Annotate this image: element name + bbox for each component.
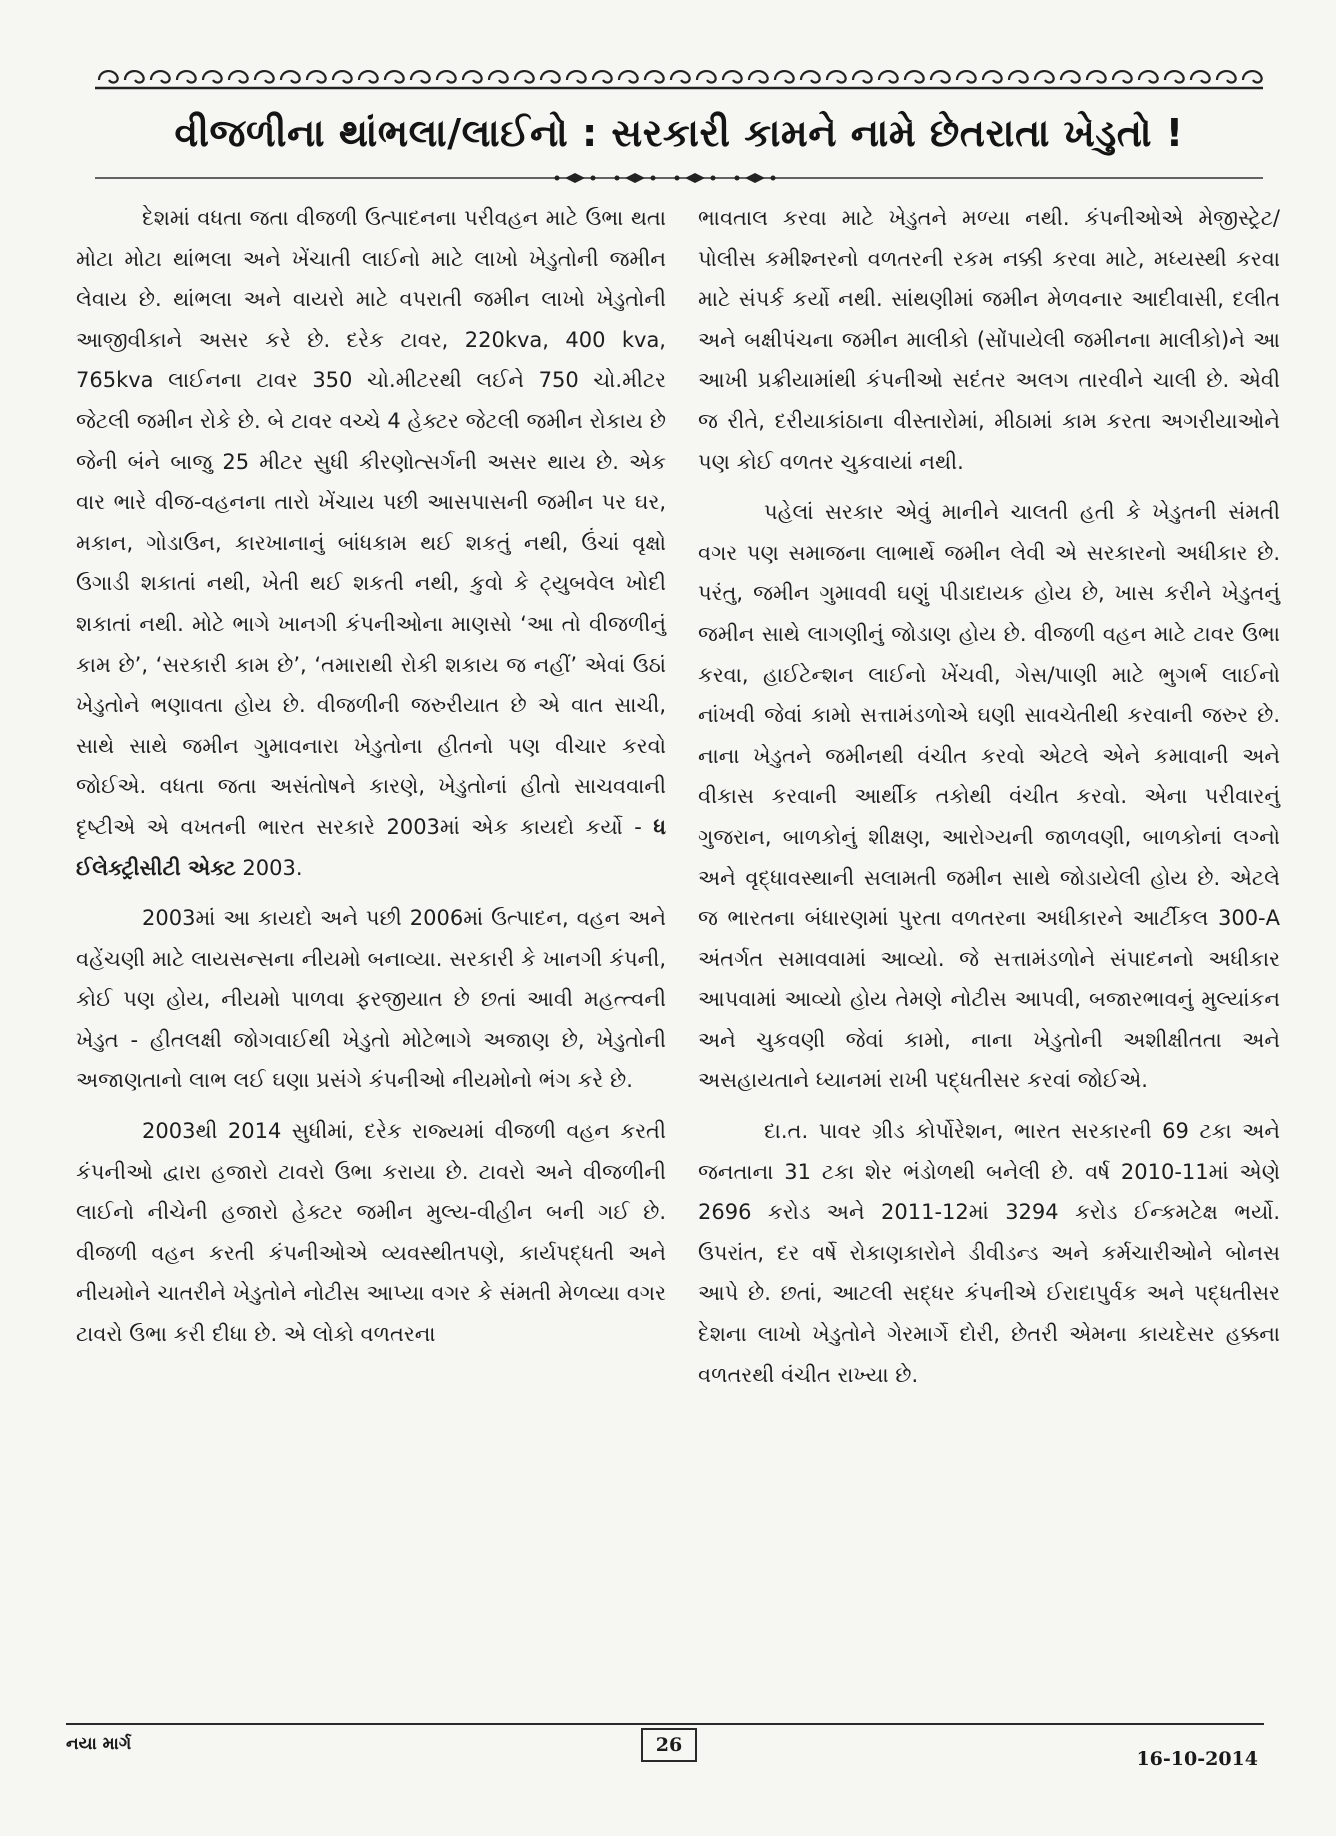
- paragraph: 2003થી 2014 સુધીમાં, દરેક રાજ્યમાં વીજળી વહન કરતી કંપનીઓ દ્વારા હજારો ટાવરો ઉભા કરાયા છે. ટાવરો અને વીજળીની લાઈનો નીચેની હજારો હેક્ટર જમીન મુલ્ય-વીહીન બની ગઈ છે. વીજળી વહન કરતી કંપનીઓએ વ્યવસ્થીતપણે, કાર્યપદ્ધતી અને નીયમોને ચાતરીને ખેડુતોને નોટીસ આપ્યા વગર કે સંમતી મેળવ્યા વગર ટાવરો ઉભા કરી દીધા છે. એ લોકો વળતરના: [76, 1119, 666, 1347]
- paragraph: ભાવતાલ કરવા માટે ખેડુતને મળ્યા નથી. કંપનીઓએ મેજીસ્ટ્રેટ/પોલીસ કમીશ્નરનો વળતરની રકમ નક્કી કરવા માટે, મધ્યસ્થી કરવા માટે સંપર્ક કર્યો નથી. સાંથણીમાં જમીન મેળવનાર આદીવાસી, દલીત અને બક્ષીપંચના જમીન માલીકો (સોંપાયેલી જમીનના માલીકો)ને આ આખી પ્રક્રીયામાંથી કંપનીઓ સદંતર અલગ તારવીને ચાલી છે. એવી જ રીતે, દરીયાકાંઠાના વીસ્તારોમાં, મીઠામાં કામ કરતા અગરીયાઓને પણ કોઈ વળતર ચુકવાયાં નથી.: [698, 206, 1280, 474]
- paragraph: 2003માં આ કાયદો અને પછી 2006માં ઉત્પાદન, વહન અને વહેંચણી માટે લાયસન્સના નીયમો બનાવ્યા. સરકારી કે ખાનગી કંપની, કોઈ પણ હોય, નીયમો પાળવા ફરજીયાત છે છતાં આવી મહત્ત્વની ખેડુત - હીતલક્ષી જોગવાઈથી ખેડુતો મોટેભાગે અજાણ છે, ખેડુતોની અજાણતાનો લાભ લઈ ઘણા પ્રસંગે કંપનીઓ નીયમોનો ભંગ કરે છે.: [76, 906, 666, 1093]
- decorative-scroll-border: [95, 58, 1263, 94]
- act-year: 2003.: [242, 855, 303, 880]
- publication-name: નયા માર્ગ: [66, 1734, 132, 1754]
- footer-divider: [66, 1723, 1264, 1725]
- paragraph: [76, 198, 666, 888]
- paragraph: પહેલાં સરકાર એવું માનીને ચાલતી હતી કે ખેડુતની સંમતી વગર પણ સમાજના લાભાર્થે જમીન લેવી એ સરકારનો અધીકાર છે. પરંતુ, જમીન ગુમાવવી ઘણું પીડાદાયક હોય છે, ખાસ કરીને ખેડુતનું જમીન સાથે લાગણીનું જોડાણ હોય છે. વીજળી વહન માટે ટાવર ઉભા કરવા, હાઈટેન્શન લાઈનો ખેંચવી, ગેસ/પાણી માટે ભુગર્ભ લાઈનો નાંખવી જેવાં કામો સત્તામંડળોએ ઘણી સાવચેતીથી કરવાની જરુર છે. નાના ખેડુતને જમીનથી વંચીત કરવો એટલે એને કમાવાની અને વીકાસ કરવાની આર્થીક તકોથી વંચીત કરવો. એના પરીવારનું ગુજરાન, બાળકોનું શીક્ષણ, આરોગ્યની જાળવણી, બાળકોનાં લગ્નો અને વૃદ્ધાવસ્થાની સલામતી જમીન સાથે જોડાયેલી હોય છે. એટલે જ ભારતના બંધારણમાં પુરતા વળતરના અધીકારને આર્ટીકલ 300-A અંતર્ગત સમાવવામાં આવ્યો. જે સત્તામંડળોને સંપાદનનો અધીકાર આપવામાં આવ્યો હોય તેમણે નોટીસ આપવી, બજારભાવનું મુલ્યાંકન અને ચુકવણી જેવાં કામો, નાના ખેડુતોની અશીક્ષીતતા અને અસહાયતાને ધ્યાનમાં રાખી પદ્ધતીસર કરવાં જોઈએ.: [698, 500, 1280, 1093]
- paragraph: દા.ત. પાવર ગ્રીડ કોર્પોરેશન, ભારત સરકારની 69 ટકા અને જનતાના 31 ટકા શેર ભંડોળથી બનેલી છે. વર્ષ 2010-11માં એણે 2696 કરોડ અને 2011-12માં 3294 કરોડ ઈન્કમટેક્ષ ભર્યો. ઉપરાંત, દર વર્ષે રોકાણકારોને ડીવીડન્ડ અને કર્મચારીઓને બોનસ આપે છે. છતાં, આટલી સદ્ધર કંપનીએ ઈરાદાપુર્વક અને પદ્ધતીસર દેશના લાખો ખેડુતોને ગેરમાર્ગે દોરી, છેતરી એમના કાયદેસર હક્કના વળતરથી વંચીત રાખ્યા છે.: [698, 1119, 1280, 1387]
- page-number: 26: [641, 1728, 697, 1762]
- title-ornament-rule: [95, 168, 1263, 188]
- act-name: ધ ઈલેક્ટ્રીસીટી એક્ટ: [76, 814, 666, 880]
- article-column-right: [698, 198, 1280, 1405]
- article-column-left: [76, 198, 666, 1365]
- issue-date: 16-10-2014: [1136, 1748, 1258, 1770]
- article-title: વીજળીના થાંભલા/લાઈનો : સરકારી કામને નામે છેતરાતા ખેડુતો !: [174, 110, 1184, 155]
- paragraph-text: દેશમાં વધતા જતા વીજળી ઉત્પાદનના પરીવહન માટે ઉભા થતા મોટા મોટા થાંભલા અને ખેંચાતી લાઈનો માટે લાખો ખેડુતોની જમીન લેવાય છે. થાંભલા અને વાયરો માટે વપરાતી જમીન લાખો ખેડુતોની આજીવીકાને અસર કરે છે. દરેક ટાવર, 220kva, 400 kva, 765kva લાઈનના ટાવર 350 ચો.મીટરથી લઈને 750 ચો.મીટર જેટલી જમીન રોકે છે. બે ટાવર વચ્ચે 4 હેક્ટર જેટલી જમીન રોકાય છે જેની બંને બાજુ 25 મીટર સુધી કીરણોત્સર્ગની અસર થાય છે. એક વાર ભારે વીજ-વહનના તારો ખેંચાય પછી આસપાસની જમીન પર ઘર, મકાન, ગોડાઉન, કારખાનાનું બાંધકામ થઈ શકતું નથી, ઉંચાં વૃક્ષો ઉગાડી શકાતાં નથી, ખેતી થઈ શકતી નથી, કુવો કે ટ્યુબવેલ ખોદી શકાતાં નથી. મોટે ભાગે ખાનગી કંપનીઓના માણસો ‘આ તો વીજળીનું કામ છે’, ‘સરકારી કામ છે’, ‘તમારાથી રોકી શકાય જ નહીં’ એવાં ઉઠાં ખેડુતોને ભણાવતા હોય છે. વીજળીની જરુરીયાત છે એ વાત સાચી, સાથે સાથે જમીન ગુમાવનારા ખેડુતોના હીતનો પણ વીચાર કરવો જોઈએ. વધતા જતા અસંતોષને કારણે, ખેડુતોનાં હીતો સાચવવાની દૃષ્ટીએ એ વખતની ભારત સરકારે 2003માં એક કાયદો કર્યો -: [76, 206, 666, 839]
